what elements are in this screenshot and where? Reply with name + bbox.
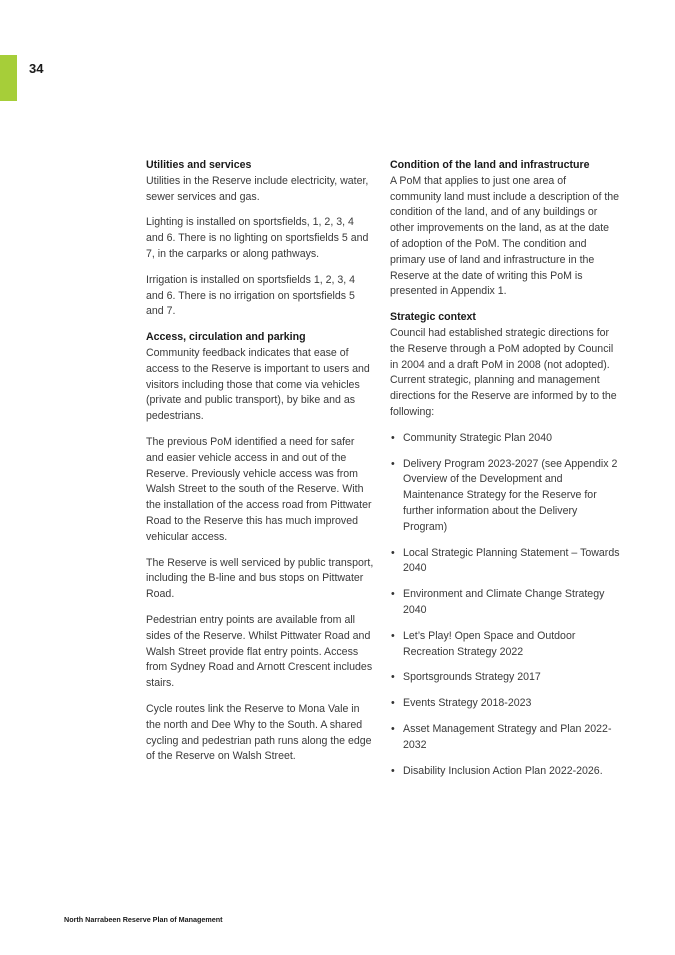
right-column — [390, 158, 620, 789]
page-tab-marker — [0, 55, 17, 101]
utilities-paragraph: Utilities in the Reserve include electricity, water, sewer services and gas. — [146, 174, 369, 203]
access-section — [146, 330, 374, 765]
list-item: • Disability Inclusion Action Plan 2022-2026. — [390, 764, 620, 780]
list-item: • Community Strategic Plan 2040 — [390, 431, 620, 447]
condition-paragraph: A PoM that applies to just one area of community land must include a description of the condition of the land, and of any buildings or other improvements on the land, as at the date of adoption of the PoM. The condition and primary use of land and infrastructure in the Reserve at the date of writing this PoM is presented in Appendix 1. — [390, 174, 620, 298]
access-paragraph: Community feedback indicates that ease of access to the Reserve is important to users and visitors including those that come via vehicles (private and public transport), by bike and as pedestrians. — [146, 346, 370, 423]
access-paragraph: Pedestrian entry points are available from all sides of the Reserve. Whilst Pittwater Road and Walsh Street provide flat entry points. Access from Sydney Road and Arnott Crescent includes stairs. — [146, 613, 373, 690]
page-number: 34 — [29, 61, 44, 76]
utilities-section — [146, 158, 374, 320]
list-item: • Let’s Play! Open Space and Outdoor Recreation Strategy 2022 — [390, 629, 620, 661]
list-item: • Events Strategy 2018-2023 — [390, 696, 620, 712]
utilities-heading: Utilities and services — [146, 159, 252, 171]
left-column — [146, 158, 374, 775]
access-paragraph: Cycle routes link the Reserve to Mona Vale in the north and Dee Why to the South. A shared cycling and pedestrian path runs along the edge of the Reserve on Walsh Street. — [146, 702, 372, 763]
list-item: • Environment and Climate Change Strategy 2040 — [390, 587, 620, 619]
condition-heading: Condition of the land and infrastructure — [390, 159, 590, 171]
access-heading: Access, circulation and parking — [146, 331, 306, 344]
condition-section — [390, 158, 620, 300]
strategy-list — [390, 431, 620, 780]
list-item: • Local Strategic Planning Statement – Towards 2040 — [390, 546, 620, 578]
list-item: • Sportsgrounds Strategy 2017 — [390, 670, 620, 686]
lighting-paragraph: Lighting is installed on sportsfields, 1, 2, 3, 4 and 6. There is no lighting on sportsfields 5 and 7, in the carparks or along pathways. — [146, 216, 369, 260]
list-item: • Delivery Program 2023-2027 (see Appendix 2 Overview of the Development and Maintenance Strategy for the Reserve for further information about the Delivery Program) — [390, 457, 620, 536]
strategic-paragraph: Council had established strategic directions for the Reserve through a PoM adopted by Council in 2004 and a draft PoM in 2008 (not adopted). Current strategic, planning and management directions for the Reserve are informed by to the following: — [390, 326, 617, 418]
access-paragraph: The previous PoM identified a need for safer and easier vehicle access in and out of the Reserve. Previously vehicle access was from Walsh Street to the south of the Reserve. With the installation of the access road from Pittwater Road to the Reserve this has much improved vehicular access. — [146, 435, 372, 543]
access-paragraph: The Reserve is well serviced by public transport, including the B-line and bus stops on Pittwater Road. — [146, 556, 374, 601]
list-item: • Asset Management Strategy and Plan 2022-2032 — [390, 722, 620, 754]
irrigation-paragraph: Irrigation is installed on sportsfields 1, 2, 3, 4 and 6. There is no irrigation on sportsfields 5 and 7. — [146, 273, 356, 318]
strategic-section — [390, 310, 620, 779]
document-footer: North Narrabeen Reserve Plan of Management — [64, 915, 223, 924]
strategic-heading: Strategic context — [390, 311, 476, 324]
